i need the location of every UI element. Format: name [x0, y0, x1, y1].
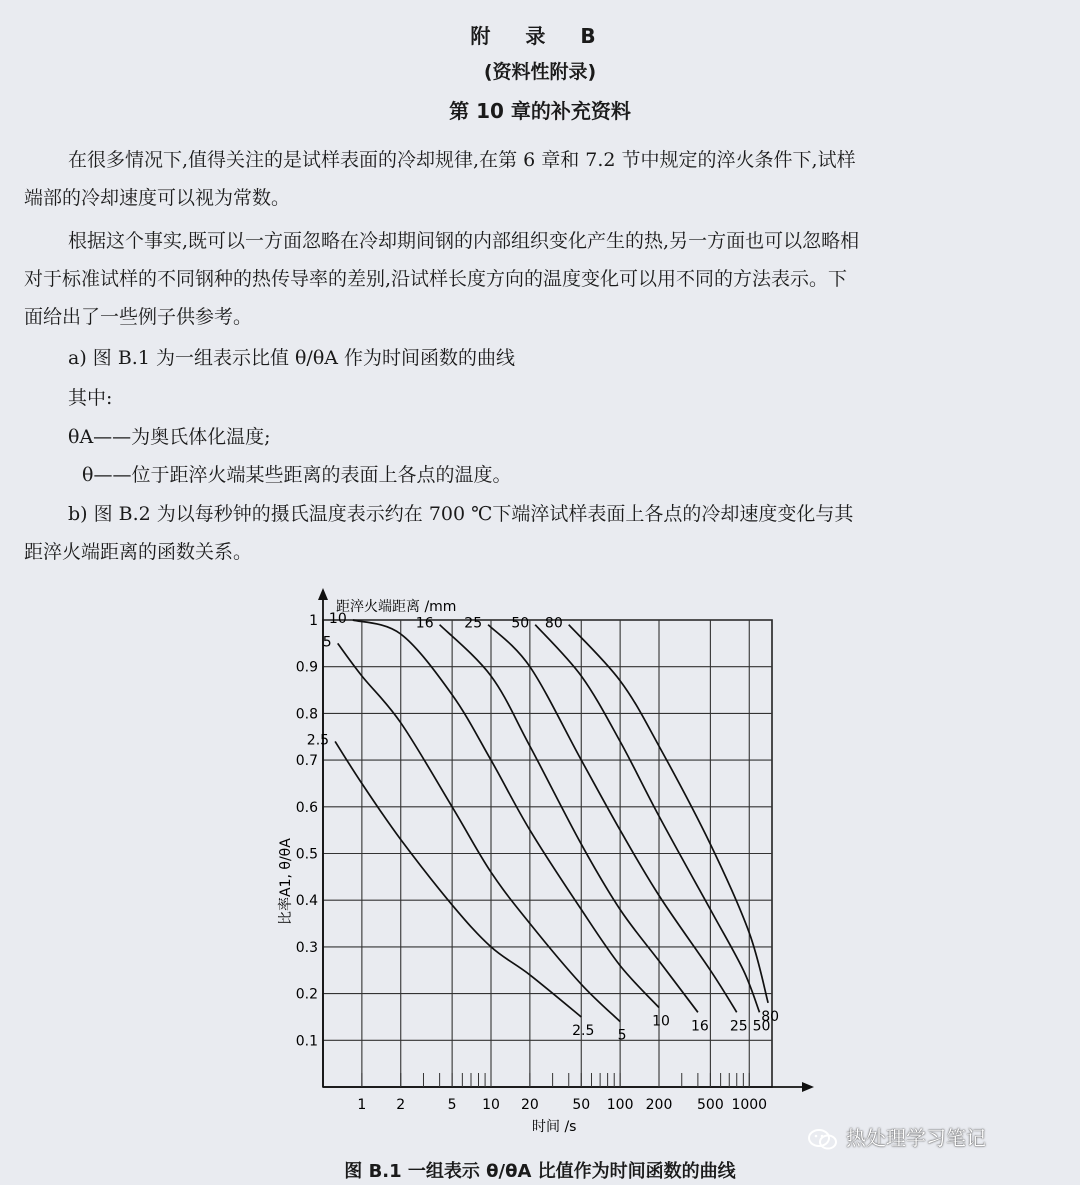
curve-10 — [353, 620, 659, 1008]
list-item-a: a) 图 B.1 为一组表示比值 θ/θA 作为时间函数的曲线 — [68, 347, 516, 369]
y-axis-title: 比率A1, θ/θA — [278, 838, 294, 925]
curve-start-label: 80 — [544, 615, 563, 632]
y-tick-label: 0.4 — [295, 893, 318, 910]
x-tick-label: 10 — [482, 1097, 500, 1113]
chart-ticks — [296, 613, 767, 1113]
x-tick-label: 100 — [606, 1097, 634, 1113]
wechat-icon — [808, 1128, 838, 1152]
curve-5 — [338, 643, 620, 1021]
x-tick-label: 1000 — [731, 1097, 768, 1113]
curve-start-label: 16 — [415, 615, 434, 632]
paragraph-2-line-2: 对于标准试样的不同钢种的热传导率的差别,沿试样长度方向的温度变化可以用不同的方法表示。下 — [24, 268, 848, 290]
curve-end-label: 16 — [690, 1018, 709, 1035]
y-tick-label: 0.7 — [295, 753, 318, 770]
chart-grid — [323, 620, 772, 1087]
curve-start-label: 50 — [511, 615, 530, 632]
y-tick-label: 0.9 — [295, 659, 318, 676]
appendix-title: 附 录 B — [470, 24, 610, 48]
x-tick-label: 5 — [447, 1097, 457, 1113]
y-tick-label: 0.3 — [295, 939, 318, 956]
y-tick-label: 0.6 — [295, 799, 318, 816]
paragraph-1-line-2: 端部的冷却速度可以视为常数。 — [24, 187, 291, 209]
y-tick-label: 1 — [309, 613, 318, 629]
paragraph-1-line-1: 在很多情况下,值得关注的是试样表面的冷却规律,在第 6 章和 7.2 节中规定的淬火条件下,试样 — [68, 149, 856, 171]
y-tick-label: 0.8 — [295, 706, 318, 723]
curve-end-label: 5 — [617, 1027, 627, 1044]
appendix-subtitle: 第 10 章的补充资料 — [449, 99, 631, 123]
chart-curves — [335, 620, 768, 1022]
curve-start-label: 2.5 — [306, 732, 330, 749]
curve-start-label: 5 — [322, 634, 332, 651]
x-axis-arrow — [802, 1082, 814, 1092]
x-axis-title: 时间 /s — [532, 1119, 577, 1135]
curve-2-5 — [335, 741, 581, 1017]
curve-80 — [569, 625, 768, 1003]
curve-end-label: 10 — [652, 1013, 670, 1030]
appendix-type: (资料性附录) — [483, 61, 597, 83]
where-label: 其中: — [68, 387, 113, 409]
definition-theta-a: θA——为奥氏体化温度; — [68, 426, 271, 448]
paragraph-2-line-1: 根据这个事实,既可以一方面忽略在冷却期间钢的内部组织变化产生的热,另一方面也可以忽略相 — [68, 230, 860, 252]
legend-title: 距淬火端距离 /mm — [336, 599, 457, 615]
y-tick-label: 0.5 — [295, 846, 318, 863]
chart-labels — [307, 611, 779, 1044]
paragraph-2-line-3: 面给出了一些例子供参考。 — [24, 306, 253, 328]
curve-start-label: 25 — [464, 615, 483, 632]
x-tick-label: 1 — [357, 1097, 367, 1113]
list-item-b-line-2: 距淬火端距离的函数关系。 — [24, 541, 253, 563]
curve-end-label: 2.5 — [572, 1022, 595, 1039]
curve-start-label: 10 — [328, 611, 347, 627]
watermark — [808, 1122, 986, 1152]
curve-end-label: 25 — [729, 1018, 748, 1035]
x-tick-label: 200 — [645, 1097, 673, 1113]
y-axis-arrow — [318, 588, 328, 600]
watermark-text: 热处理学习笔记 — [846, 1126, 986, 1150]
curve-end-label: 80 — [761, 1008, 780, 1025]
curve-end-label: 50 — [752, 1018, 771, 1035]
chart-axes — [318, 588, 814, 1092]
definition-theta: θ——位于距淬火端某些距离的表面上各点的温度。 — [82, 464, 512, 486]
curve-50 — [535, 625, 759, 1013]
x-tick-label: 20 — [520, 1097, 539, 1113]
y-tick-label: 0.1 — [295, 1033, 318, 1050]
figure-caption: 图 B.1 一组表示 θ/θA 比值作为时间函数的曲线 — [344, 1161, 736, 1182]
y-tick-label: 0.2 — [295, 986, 318, 1003]
x-tick-label: 50 — [572, 1097, 591, 1113]
x-tick-label: 2 — [396, 1097, 406, 1113]
x-tick-label: 500 — [697, 1097, 724, 1113]
list-item-b-line-1: b) 图 B.2 为以每秒钟的摄氏温度表示约在 700 ℃下端淬试样表面上各点的冷却速度变化与其 — [68, 503, 854, 525]
